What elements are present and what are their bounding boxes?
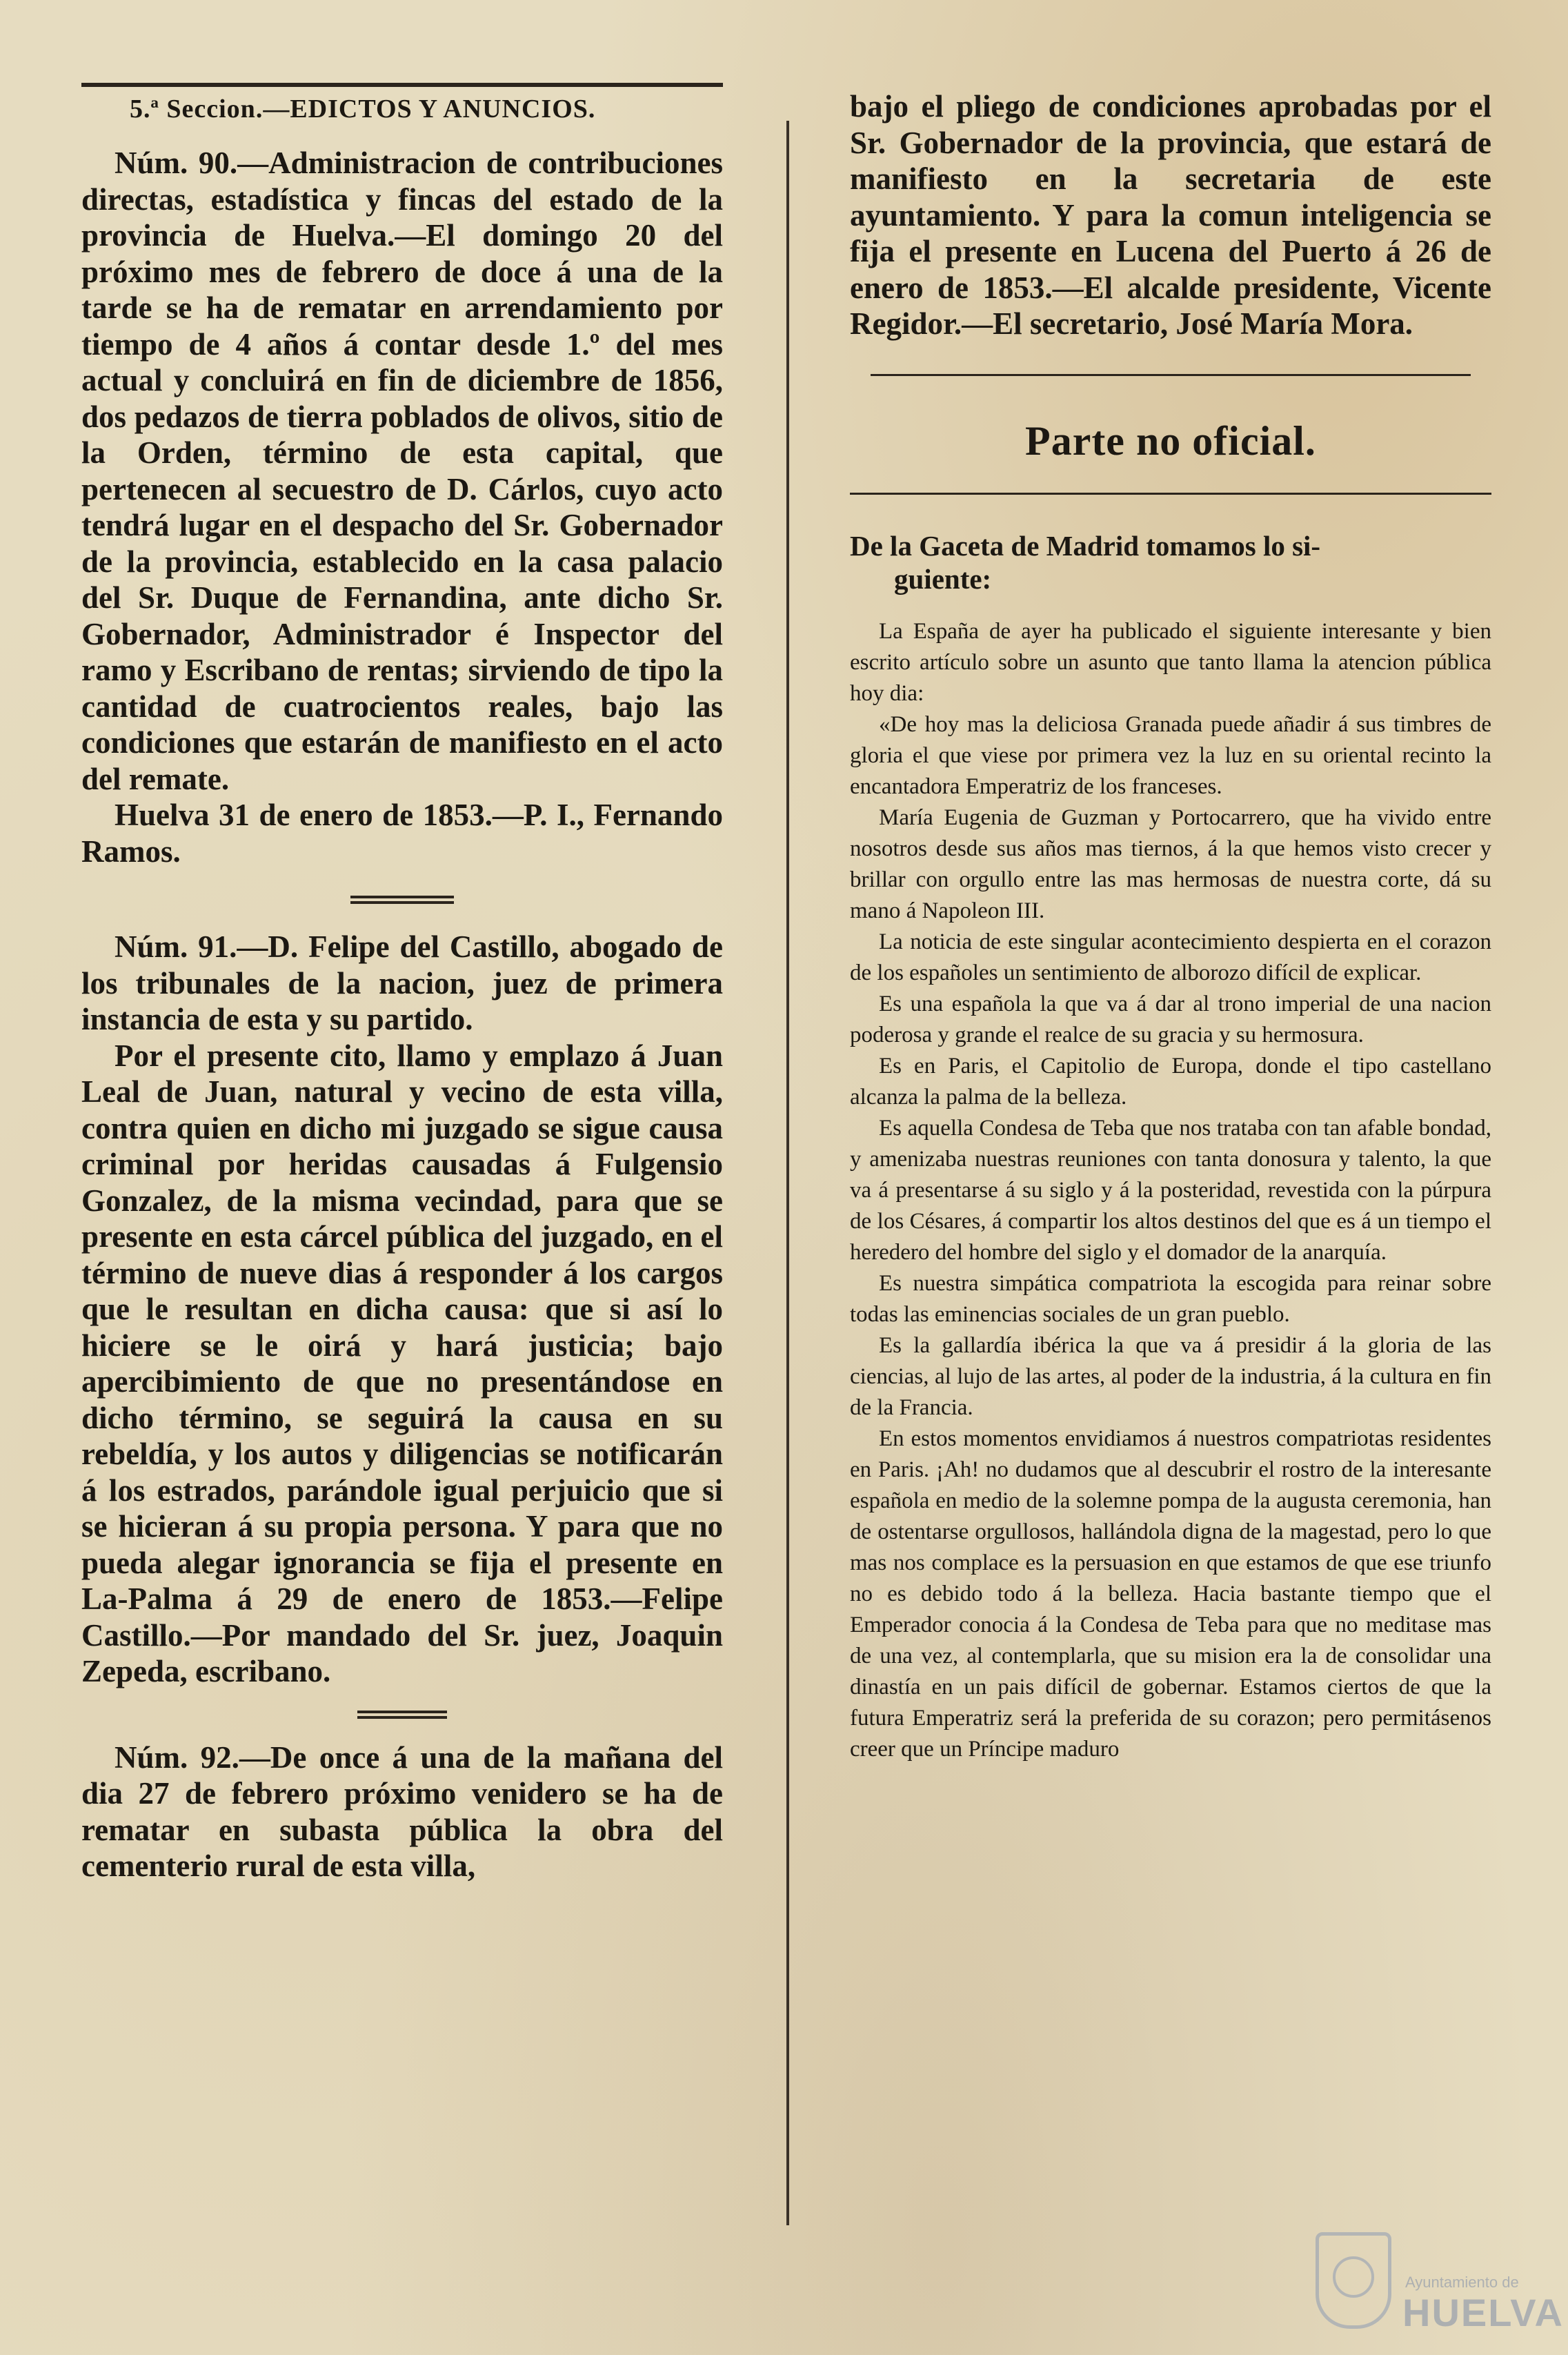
gaceta-intro-line1: De la Gaceta de Madrid tomamos lo si- xyxy=(850,529,1321,562)
city-shield-icon xyxy=(1316,2232,1391,2329)
watermark-line2: HUELVA xyxy=(1402,2291,1564,2334)
paragraph: Es en Paris, el Capitolio de Europa, donde el tipo castellano alcanza la palma de la belleza. xyxy=(850,1053,1491,1110)
paragraph: La noticia de este singular acontecimiento despierta en el corazon de los españoles un sentimiento de alborozo difícil de explicar. xyxy=(850,929,1491,985)
paragraph: «De hoy mas la deliciosa Granada puede añadir á sus timbres de gloria el que viese por primera vez la luz en su oriental recinto la encantadora Emperatriz de los franceses. xyxy=(850,711,1491,799)
archive-watermark-logo xyxy=(1316,2225,1564,2336)
rule-below-section xyxy=(850,493,1491,495)
watermark-line1: Ayuntamiento de xyxy=(1405,2274,1519,2291)
notice-90-body: Núm. 90.—Administracion de contribuciones directas, estadística y fincas del estado de la provincia de Huelva.—El domingo 20 del próximo mes de febrero de doce á una de la tarde se ha de rematar en arrendamiento por tiempo de 4 años á contar desde 1.º del mes actual y concluirá en fin de diciembre de 1856, dos pedazos de tierra poblados de olivos, sitio de la Orden, término de esta capital, que pertenecen al secuestro de D. Cárlos, cuyo acto tendrá lugar en el despacho del Sr. Gobernador de la provincia, establecido en la casa palacio del Sr. Duque de Fernandina, ante dicho Sr. Gobernador, Administrador é Inspector del ramo y Escribano de rentas; sirviendo de tipo la cantidad de cuatrocientos reales, bajo las condiciones que estarán de manifiesto en el acto del remate. xyxy=(81,146,723,796)
rule-above-section xyxy=(871,374,1471,376)
gaceta-intro xyxy=(850,529,1491,595)
paragraph: Es la gallardía ibérica la que va á presidir á la gloria de las ciencias, al lujo de las artes, al poder de la industria, á la cultura en fin de la Francia. xyxy=(850,1332,1491,1420)
top-rule-left xyxy=(81,83,723,87)
notice-91-body: Por el presente cito, llamo y emplazo á Juan Leal de Juan, natural y vecino de esta villa, contra quien en dicho mi juzgado se sigue causa criminal por heridas causadas á Fulgensio Gonzalez, de la misma vecindad, para que se presente en esta cárcel pública del juzgado, en el término de nueve dias á responder á los cargos que le resultan en dicha causa: que si así lo hiciere se le oirá y hará justicia; bajo apercibimiento de que no presentándose en dicho término, se seguirá la causa en su rebeldía, y los autos y diligencias se notificarán á los estrados, parándole igual perjuicio que si se hicieran á su propia persona. Y para que no pueda alegar ignorancia se fija el presente en La-Palma á 29 de enero de 1853.—Felipe Castillo.—Por mandado del Sr. juez, Joaquin Zepeda, escribano. xyxy=(81,1038,723,1688)
paragraph: En estos momentos envidiamos á nuestros compatriotas residentes en Paris. ¡Ah! no dudamos que al descubrir el rostro de la interesante española en medio de la solemne pompa de la augusta ceremonia, han de ostentarse orgullosos, hallándola digna de la magestad, pero lo que mas nos complace es la persuasion en que estamos de que ese triunfo no es debido todo á la belleza. Hacia bastante tiempo que el Emperador conocia á la Condesa de Teba para que no meditase mas de una vez, al contemplarla, que su mision era la de consolidar una dinastía en un pais difícil de gobernar. Estamos ciertos de que la futura Emperatriz será la preferida de su corazon; pero permitásenos creer que un Príncipe maduro xyxy=(850,1426,1491,1762)
notice-90-signature: Huelva 31 de enero de 1853.—P. I., Fernando Ramos. xyxy=(81,798,723,869)
section-heading: 5.ª Seccion.—EDICTOS Y ANUNCIOS. xyxy=(130,95,596,124)
left-column xyxy=(81,83,723,1884)
article-body xyxy=(850,616,1491,1765)
section-title: Parte no oficial. xyxy=(1025,417,1316,464)
paragraph: La España de ayer ha publicado el siguiente interesante y bien escrito artículo sobre un asunto que tanto llama la atencion pública hoy dia: xyxy=(850,618,1491,706)
paragraph: Es nuestra simpática compatriota la escogida para reinar sobre todas las eminencias sociales de un gran pueblo. xyxy=(850,1270,1491,1327)
right-column xyxy=(850,88,1491,1765)
column-divider xyxy=(786,121,789,2225)
notice-92-body: Núm. 92.—De once á una de la mañana del dia 27 de febrero próximo venidero se ha de rematar en subasta pública la obra del cementerio rural de esta villa, xyxy=(81,1740,723,1883)
notice-91-header: Núm. 91.—D. Felipe del Castillo, abogado de los tribunales de la nacion, juez de primera instancia de esta y su partido. xyxy=(81,929,723,1036)
continuation-text: bajo el pliego de condiciones aprobadas por el Sr. Gobernador de la provincia, que estará de manifiesto en la secretaria de este ayuntamiento. Y para la comun inteligencia se fija el presente en Lucena del Puerto á 26 de enero de 1853.—El alcalde presidente, Vicente Regidor.—El secretario, José María Mora. xyxy=(850,89,1491,341)
paragraph: Es una española la que va á dar al trono imperial de una nacion poderosa y grande el realce de su gracia y su hermosura. xyxy=(850,991,1491,1047)
separator-ornament xyxy=(357,1711,447,1719)
separator-ornament xyxy=(350,896,454,904)
paragraph: María Eugenia de Guzman y Portocarrero, que ha vivido entre nosotros desde sus años mas tiernos, á la que hemos visto crecer y brillar con orgullo entre las mas hermosas de nuestra corte, dá su mano á Napoleon III. xyxy=(850,805,1491,923)
paragraph: Es aquella Condesa de Teba que nos trataba con tan afable bondad, y amenizaba nuestras reuniones con tanta donosura y talento, la que va á presentarse á su siglo y á la posteridad, revestida con la púrpura de los Césares, á compartir los altos destinos del que es á un tiempo el heredero del hombre del siglo y el domador de la anarquía. xyxy=(850,1115,1491,1265)
gaceta-intro-line2: guiente: xyxy=(894,562,992,595)
